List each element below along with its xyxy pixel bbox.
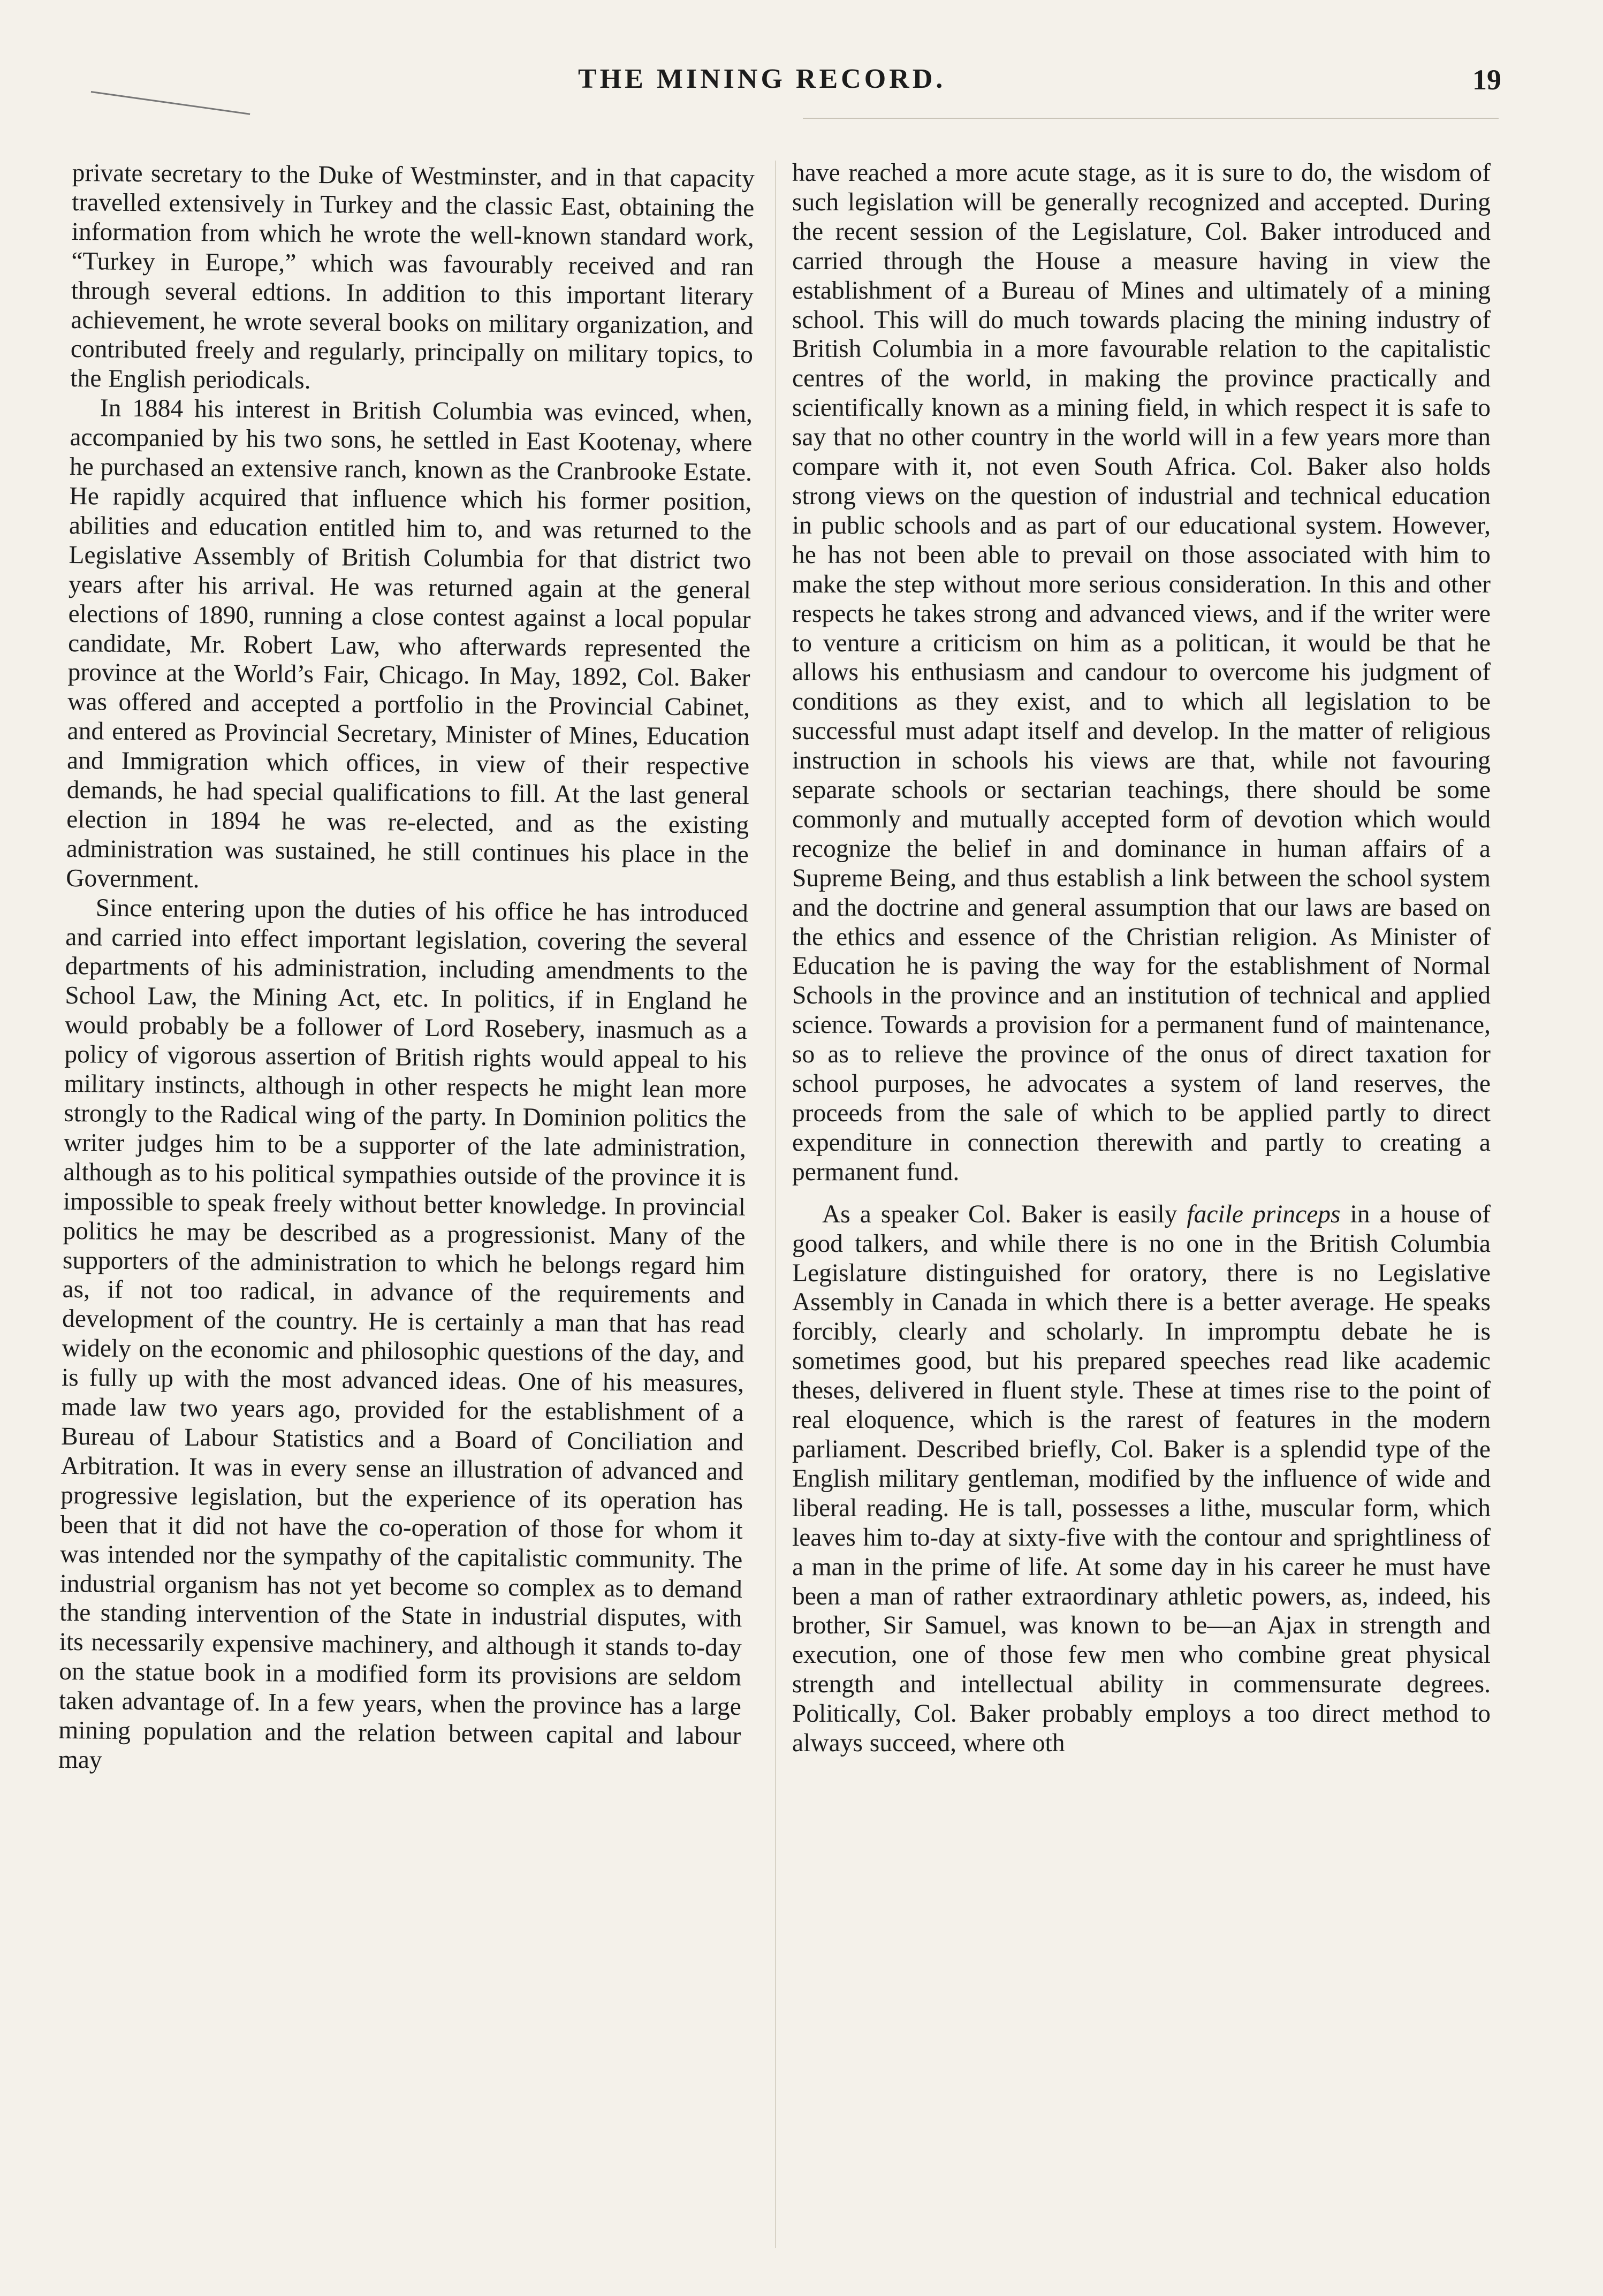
column-divider [775,161,776,2248]
right-paragraph-2 [792,1200,1491,1758]
right-paragraph-1: have reached a more acute stage, as it is sure to do, the wisdom of such legislation will be generally recognized and accepted. During the recent session of the Legislature, Col. Baker introduced and carried through the House a measure having in view the establishment of a Bureau of Mines and ultimately of a mining school. This will do much towards placing the mining industry of British Columbia in a more favourable relation to the capitalistic centres of the world, in making the province practically and scientifically known as a mining field, in which respect it is safe to say that no other country in the world will in a few years more than compare with it, not even South Africa. Col. Baker also holds strong views on the question of industrial and technical education in public schools and as part of our educational system. However, he has not been able to prevail on those associated with him to make the step without more serious consideration. In this and other respects he takes strong and advanced views, and if the writer were to venture a criticism on him as a politican, it would be that he allows his enthusiasm and candour to overcome his judgment of conditions as they exist, and to which all legislation to be successful must adapt itself and develop. In the matter of religious instruction in schools his views are that, while not favouring separate schools or sectarian teachings, there should be some commonly and mutually accepted form of devotion which would recognize the belief in and dominance in human affairs of a Supreme Being, and thus establish a link between the school system and the doctrine and general assumption that our laws are based on the ethics and essence of the Christian religion. As Minister of Education he is paving the way for the establishment of Normal Schools in the province and an institution of technical and applied science. Towards a provision for a permanent fund of maintenance, so as to relieve the province of the onus of direct taxation for school purposes, he advocates a system of land reserves, the proceeds from the sale of which to be applied partly to direct expenditure in connection therewith and partly to creating a permanent fund. [792,159,1491,1186]
left-paragraph-1: private secretary to the Duke of Westminster, and in that capacity travelled extensively in Turkey and the classic East, obtaining the information from which he wrote the well-known standard work, “Turkey in Europe,” which was favourably received and ran through several edtions. In addition to this important literary achievement, he wrote several books on military organization, and contributed freely and regularly, principally on military topics, to the English periodicals. [70,158,755,395]
page-number: 19 [1472,64,1501,96]
running-head [0,63,1603,111]
left-column [58,158,755,1781]
left-paragraph-3: Since entering upon the duties of his office he has introduced and carried into effect important legislation, covering the several departments of his administration, including amendments to the School Law, the Mining Act, etc. In politics, if in England he would probably be a follower of Lord Rosebery, inasmuch as a policy of vigorous assertion of British rights would appeal to his military instincts, although in other respects he might lean more strongly to the Radical wing of the party. In Dominion politics the writer judges him to be a supporter of the late administration, although as to his political sympathies outside of the province it is impossible to speak freely without better knowledge. In provincial politics he may be described as a progressionist. Many of the supporters of the administration to which he belongs regard him as, if not too radical, in advance of the requirements and development of the country. He is certainly a man that has read widely on the economic and philosophic questions of the day, and is fully up with the most advanced ideas. One of his measures, made law two years ago, provided for the establishment of a Bureau of Labour Statistics and a Board of Conciliation and Arbitration. It was in every sense an illustration of advanced and progressive legislation, but the experience of its operation has been that it did not have the co-operation of those for whom it was intended nor the sympathy of the capitalistic community. The industrial organism has not yet become so complex as to demand the standing intervention of the State in industrial disputes, with its necessarily expensive machinery, and although it stands to-day on the statue book in a modified form its provisions are seldom taken advantage of. In a few years, when the province has a large mining population and the relation between capital and labour may [58,894,748,1774]
right-column [792,158,1491,1758]
left-paragraph-2: In 1884 his interest in British Columbia was evinced, when, accompanied by his two sons, he settled in East Kootenay, where he purchased an extensive ranch, known as the Cranbrooke Estate. He rapidly acquired that influence which his former position, abilities and education entitled him to, and was returned to the Legislative Assembly of British Columbia for that district two years after his arrival. He was returned again at the general elections of 1890, running a close contest against a local popular candidate, Mr. Robert Law, who afterwards represented the province at the World’s Fair, Chicago. In May, 1892, Col. Baker was offered and accepted a portfolio in the Provincial Cabinet, and entered as Provincial Secretary, Minister of Mines, Education and Immigration which offices, in view of their respective demands, he had special qualifications to fill. At the last general election in 1894 he was re-elected, and as the existing administration was sustained, he still continues his place in the Government. [66,394,753,893]
latin-phrase: facile princeps [1187,1200,1341,1228]
journal-title: THE MINING RECORD. [578,64,946,94]
header-faint-rule [803,118,1499,119]
speaker-description: in a house of good talkers, and while there is no one in the British Columbia Legislature distinguished for oratory, there is no Legislative Assembly in Canada in which there is a better average. He speaks forcibly, clearly and scholarly. In impromptu debate he is sometimes good, but his prepared speeches read like academic theses, delivered in fluent style. These at times rise to the point of real eloquence, which is the rarest of features in the modern parliament. Described briefly, Col. Baker is a splendid type of the English military gentleman, modified by the influence of wide and liberal reading. He is tall, possesses a lithe, muscular form, which leaves him to-day at sixty-five with the contour and sprightliness of a man in the prime of life. At some day in his career he must have been a man of rather extraordinary athletic powers, as, indeed, his brother, Sir Samuel, was known to be—an Ajax in strength and execution, one of those few men who combine great physical strength and intellectual ability in commensurate degrees. Politically, Col. Baker probably employs a too direct method to always succeed, where oth [792,1200,1491,1758]
speaker-intro: As a speaker Col. Baker is easily [822,1200,1177,1228]
